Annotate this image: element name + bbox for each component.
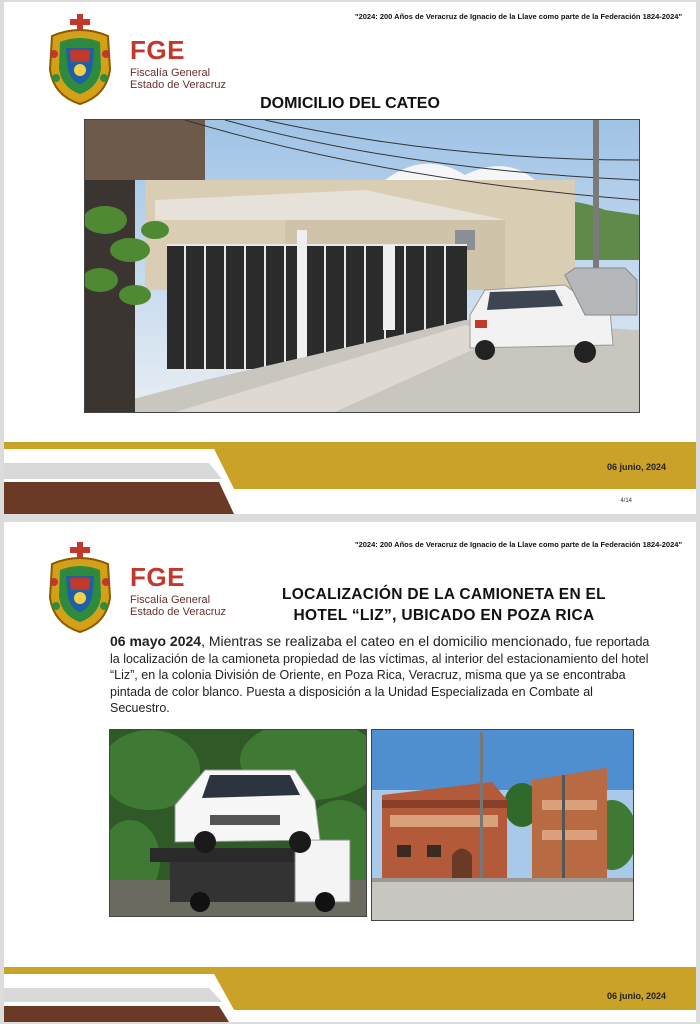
- slide-domicilio: [4, 2, 696, 514]
- brand-line1: Fiscalía General: [130, 67, 211, 79]
- slogan: "2024: 200 Años de Veracruz de Ignacio de la Llave como parte de la Federación 1824-2024": [355, 12, 682, 21]
- veracruz-coat-of-arms-icon: [44, 14, 116, 106]
- slide-localizacion: [4, 522, 696, 1022]
- hotel-photo: [371, 729, 634, 921]
- description-paragraph: [110, 633, 650, 717]
- brand-line1: Fiscalía General: [130, 594, 211, 606]
- tow-truck-photo: [109, 729, 367, 917]
- brand-line2: Estado de Veracruz: [130, 79, 227, 91]
- slide-title: [244, 584, 644, 626]
- title-line2: HOTEL “LIZ”, UBICADO EN POZA RICA: [293, 607, 595, 624]
- footer-date: 06 junio, 2024: [606, 462, 666, 472]
- footer-band: [4, 962, 696, 1022]
- house-photo: [84, 119, 640, 413]
- brand-name: FGE: [130, 562, 185, 592]
- page-number: 4/14: [620, 498, 632, 504]
- footer-date: 06 junio, 2024: [606, 991, 666, 1001]
- slide-title: DOMICILIO DEL CATEO: [260, 95, 440, 112]
- brand-line2: Estado de Veracruz: [130, 606, 227, 618]
- para-rest: fue reportada la localización de la camioneta propiedad de las víctimas, al interior del estacionamiento del hotel “Liz”, en la colonia División de Oriente, en Poza Rica, Veracruz, misma que ya se encontraba pintada de color blanco. Puesta a disposición a la Unidad Especializada en Combate al Secuestro.: [110, 635, 650, 715]
- footer-band: [4, 437, 696, 514]
- veracruz-coat-of-arms-icon: [44, 542, 116, 634]
- brand-name: FGE: [130, 35, 185, 65]
- para-date: 06 mayo 2024: [110, 633, 202, 649]
- para-first: , Mientras se realizaba el cateo en el domicilio mencionado,: [201, 633, 572, 649]
- slogan: "2024: 200 Años de Veracruz de Ignacio de la Llave como parte de la Federación 1824-2024": [355, 540, 682, 549]
- title-line1: LOCALIZACIÓN DE LA CAMIONETA EN EL: [282, 586, 606, 603]
